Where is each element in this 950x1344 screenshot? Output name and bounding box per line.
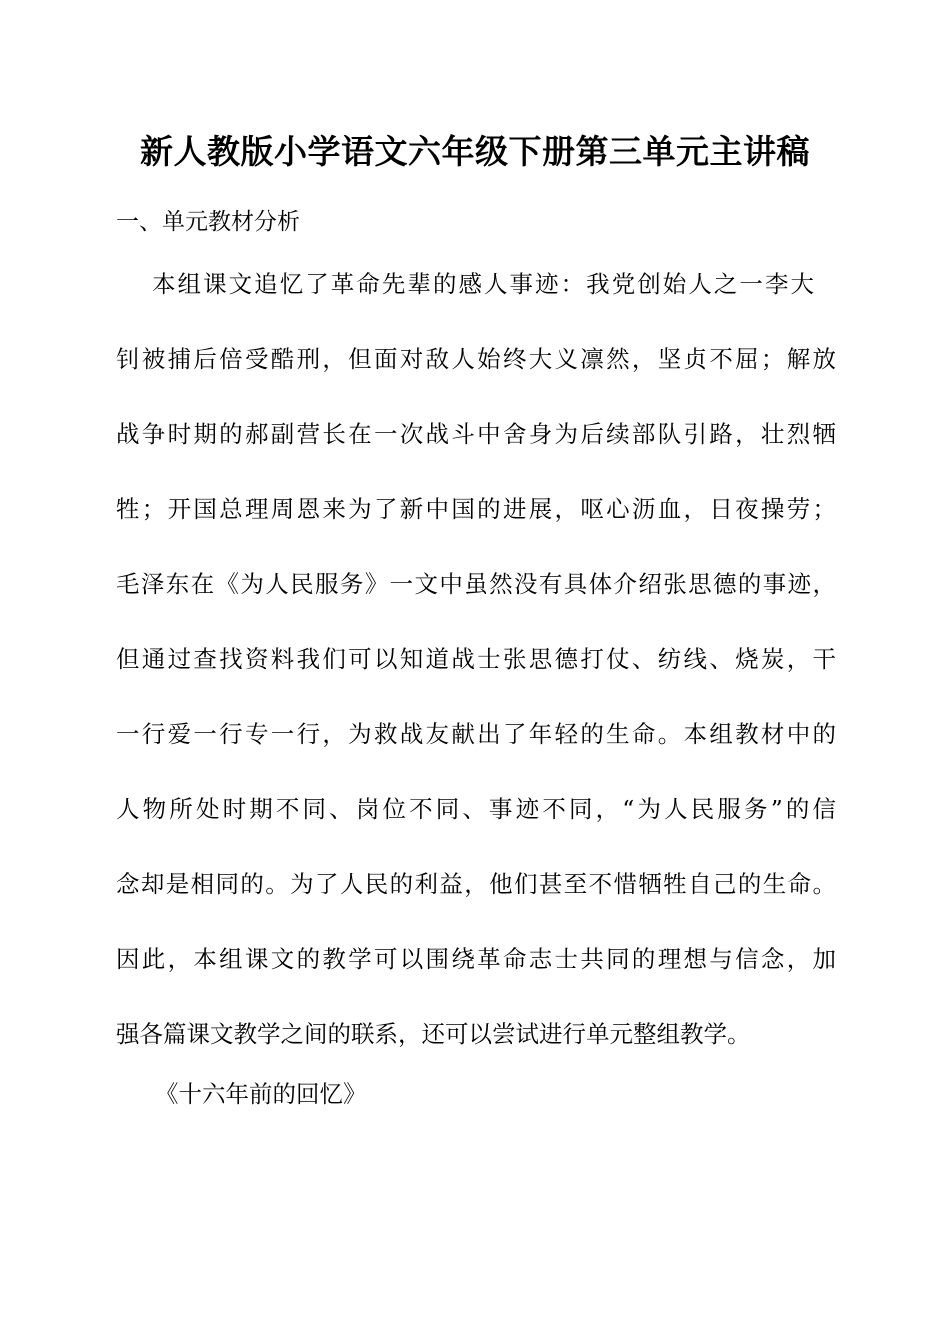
paragraph-line: 但通过查找资料我们可以知道战士张思德打仗、纺线、烧炭，干: [116, 645, 836, 673]
paragraph-line: 毛泽东在《为人民服务》一文中虽然没有具体介绍张思德的事迹，: [116, 570, 836, 598]
paragraph-line: 强各篇课文教学之间的联系，还可以尝试进行单元整组教学。: [116, 1020, 751, 1048]
paragraph-line: 念却是相同的。为了人民的利益，他们甚至不惜牺牲自己的生命。: [116, 870, 836, 898]
paragraph-line: 人物所处时期不同、岗位不同、事迹不同，“为人民服务”的信: [116, 795, 836, 823]
document-title: 新人教版小学语文六年级下册第三单元主讲稿: [140, 132, 810, 171]
paragraph-line: 钊被捕后倍受酷刑，但面对敌人始终大义凛然，坚贞不屈；解放: [116, 345, 836, 373]
paragraph-line: 牲；开国总理周恩来为了新中国的进展，呕心沥血，日夜操劳；: [116, 495, 836, 523]
paragraph-line: 战争时期的郝副营长在一次战斗中舍身为后续部队引路，壮烈牺: [116, 420, 836, 448]
paragraph-line: 一行爱一行专一行，为救战友献出了年轻的生命。本组教材中的: [116, 720, 836, 748]
paragraph-line: 因此，本组课文的教学可以围绕革命志士共同的理想与信念，加: [116, 945, 836, 973]
section-heading: 一、单元教材分析: [116, 209, 300, 235]
lesson-subtitle: 《十六年前的回忆》: [155, 1080, 367, 1108]
paragraph-line: 本组课文追忆了革命先辈的感人事迹：我党创始人之一李大: [152, 270, 814, 298]
